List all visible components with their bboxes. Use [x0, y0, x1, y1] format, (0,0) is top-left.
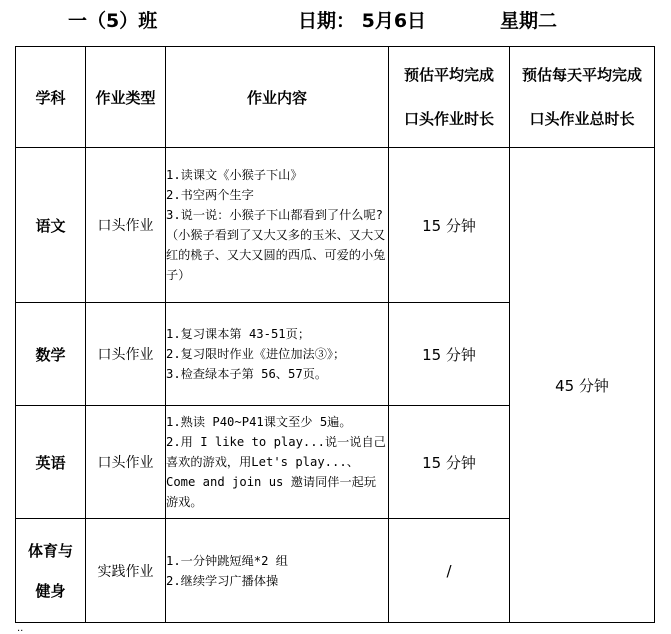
column-header-type: 作业类型 [86, 47, 166, 148]
content-cell [166, 406, 389, 519]
content-item: 2.复习限时作业《进位加法③》； [166, 347, 346, 361]
total-duration-cell: 45 分钟 [510, 148, 655, 623]
subject-cell [16, 519, 86, 623]
duration-cell: 15 分钟 [389, 303, 510, 406]
subject-line: 体育与 [27, 541, 73, 560]
column-header-avg-line2: 口头作业时长 [403, 110, 494, 128]
class-name: 一（5）班 [68, 10, 158, 32]
column-header-total-line1: 预估每天平均完成 [521, 66, 642, 84]
column-header-total-line2: 口头作业总时长 [529, 110, 635, 128]
type-cell: 口头作业 [86, 303, 166, 406]
column-header-subject: 学科 [16, 47, 86, 148]
duration-cell: 15 分钟 [389, 148, 510, 303]
content-item: 1.一分钟跳短绳*2 组 [166, 553, 288, 568]
type-cell: 实践作业 [86, 519, 166, 623]
weekday: 星期二 [500, 10, 558, 32]
subject-line: 健身 [35, 581, 66, 600]
content-item: （小猴子看到了又大又多的玉米、又大又红的桃子、又大又圆的西瓜、可爱的小兔子） [166, 228, 386, 282]
document-header [0, 4, 671, 32]
content-item: 2.书空两个生字 [166, 188, 254, 202]
date-label: 日期： 5月6日 [298, 10, 427, 32]
subject-cell: 语文 [16, 148, 86, 303]
type-cell: 口头作业 [86, 148, 166, 303]
subject-cell: 英语 [16, 406, 86, 519]
content-item: 2.用 I like to play...说一说自己喜欢的游戏，用Let's play...、Come and join us 邀请同伴一起玩游戏。 [166, 435, 386, 509]
type-cell: 口头作业 [86, 406, 166, 519]
homework-table [15, 46, 655, 623]
content-cell [166, 519, 389, 623]
duration-cell: 15 分钟 [389, 406, 510, 519]
content-item: 1.读课文《小猴子下山》 [166, 168, 303, 182]
content-item: 3.检查绿本子第 56、57页。 [166, 367, 328, 381]
content-cell [166, 148, 389, 303]
table-row-chinese [16, 148, 655, 303]
column-header-total-duration [510, 47, 655, 148]
column-header-avg-duration [389, 47, 510, 148]
duration-cell: / [389, 519, 510, 623]
table-header-row [16, 47, 655, 148]
content-item: 3.说一说：小猴子下山都看到了什么呢? [166, 208, 384, 222]
content-item: 2.继续学习广播体操 [166, 573, 279, 588]
subject-cell: 数学 [16, 303, 86, 406]
footer-mark: .. [17, 623, 24, 634]
column-header-content: 作业内容 [166, 47, 389, 148]
content-item: 1.熟读 P40~P41课文至少 5遍。 [166, 415, 352, 429]
content-item: 1.复习课本第 43-51页； [166, 327, 311, 341]
column-header-avg-line1: 预估平均完成 [403, 66, 494, 84]
content-cell [166, 303, 389, 406]
